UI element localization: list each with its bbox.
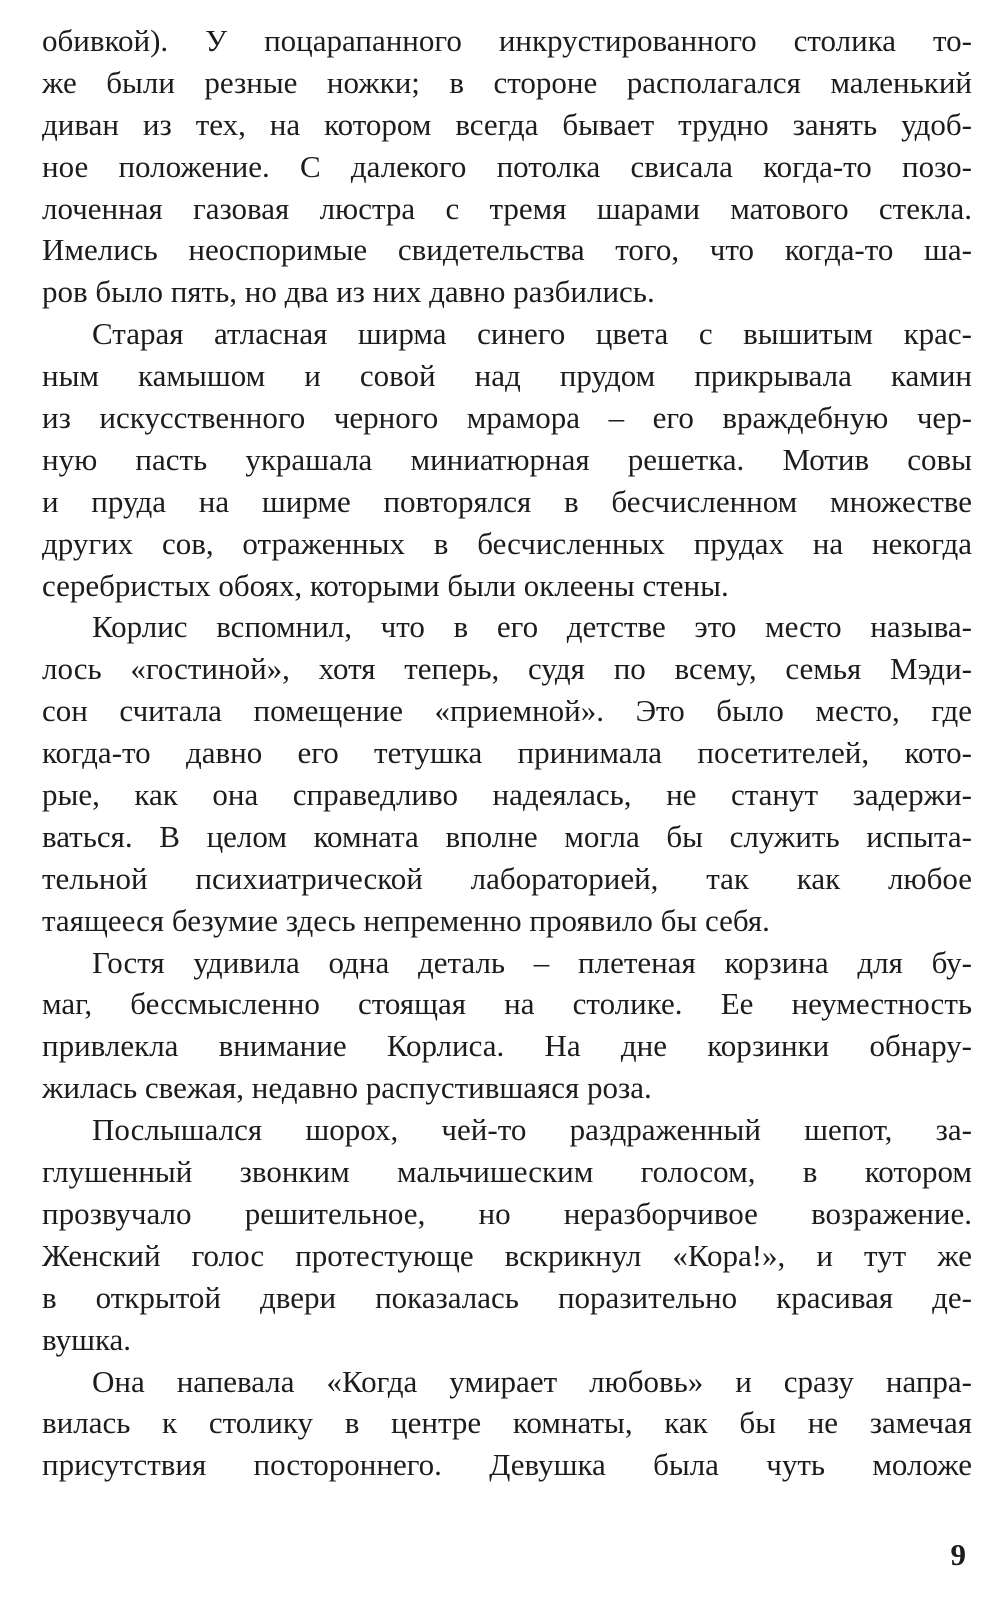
text-line: диван из тех, на котором всегда бывает трудно занять удоб- [42,106,972,142]
text-line: тельной психиатрической лабораторией, так как любое [42,860,972,896]
text-line: из искусственного черного мрамора – его враждебную чер- [42,400,972,436]
text-line: Послышался шорох, чей-то раздраженный шепот, за- [92,1112,972,1148]
text-line: обивкой). У поцарапанного инкрустированного столика то- [42,23,972,58]
text-line: глушенный звонким мальчишеским голосом, в котором [42,1154,972,1190]
text-line: ным камышом и совой над прудом прикрывала камин [42,358,972,394]
paragraph-3 [42,606,972,941]
text-line: же были резные ножки; в стороне располагался маленький [42,64,972,100]
text-line: Женский голос протестующе вскрикнул «Кора!», и тут же [42,1237,972,1273]
text-line: Гостя удивила одна деталь – плетеная корзина для бу- [92,944,972,980]
paragraph-1 [42,20,972,313]
text-line: Корлис вспомнил, что в его детстве это место называ- [92,609,972,645]
text-line: в открытой двери показалась поразительно красивая де- [42,1279,972,1315]
text-line: серебристых обоях, которыми были оклеены стены. [42,567,729,603]
text-line: таящееся безумие здесь непременно проявило бы себя. [42,902,770,938]
text-line: Старая атласная ширма синего цвета с вышитым крас- [92,316,972,352]
text-line: привлекла внимание Корлиса. На дне корзинки обнару- [42,1028,972,1064]
text-line: других сов, отраженных в бесчисленных прудах на некогда [42,525,972,561]
text-line: присутствия постороннего. Девушка была чуть моложе [42,1447,972,1483]
text-line: Имелись неоспоримые свидетельства того, что когда-то ша- [42,232,972,268]
text-line: жилась свежая, недавно распустившаяся роза. [42,1070,652,1106]
page-number: 9 [950,1537,966,1572]
text-line: Она напевала «Когда умирает любовь» и сразу напра- [92,1363,972,1399]
paragraph-2 [42,313,972,606]
text-line: вилась к столику в центре комнаты, как бы не замечая [42,1405,972,1441]
text-line: рые, как она справедливо надеялась, не станут задержи- [42,777,972,813]
text-line: ров было пять, но два из них давно разбились. [42,274,655,310]
paragraph-6 [42,1361,972,1487]
text-line: сон считала помещение «приемной». Это было место, где [42,693,972,729]
paragraph-4 [42,942,972,1110]
text-line: прозвучало решительное, но неразборчивое возражение. [42,1195,972,1231]
text-line: ное положение. С далекого потолка свисала когда-то позо- [42,148,972,184]
text-line: когда-то давно его тетушка принимала посетителей, кото- [42,735,972,771]
text-line: маг, бессмысленно стоящая на столике. Ее неуместность [42,986,972,1022]
text-line: и пруда на ширме повторялся в бесчисленном множестве [42,483,972,519]
text-line: лось «гостиной», хотя теперь, судя по всему, семья Мэди- [42,651,972,687]
text-line: лоченная газовая люстра с тремя шарами матового стекла. [42,190,972,226]
paragraph-5 [42,1109,972,1360]
text-line: ваться. В целом комната вполне могла бы служить испыта- [42,818,972,854]
body-text [42,20,972,1486]
text-line: вушка. [42,1321,132,1357]
text-line: ную пасть украшала миниатюрная решетка. Мотив совы [42,441,972,477]
